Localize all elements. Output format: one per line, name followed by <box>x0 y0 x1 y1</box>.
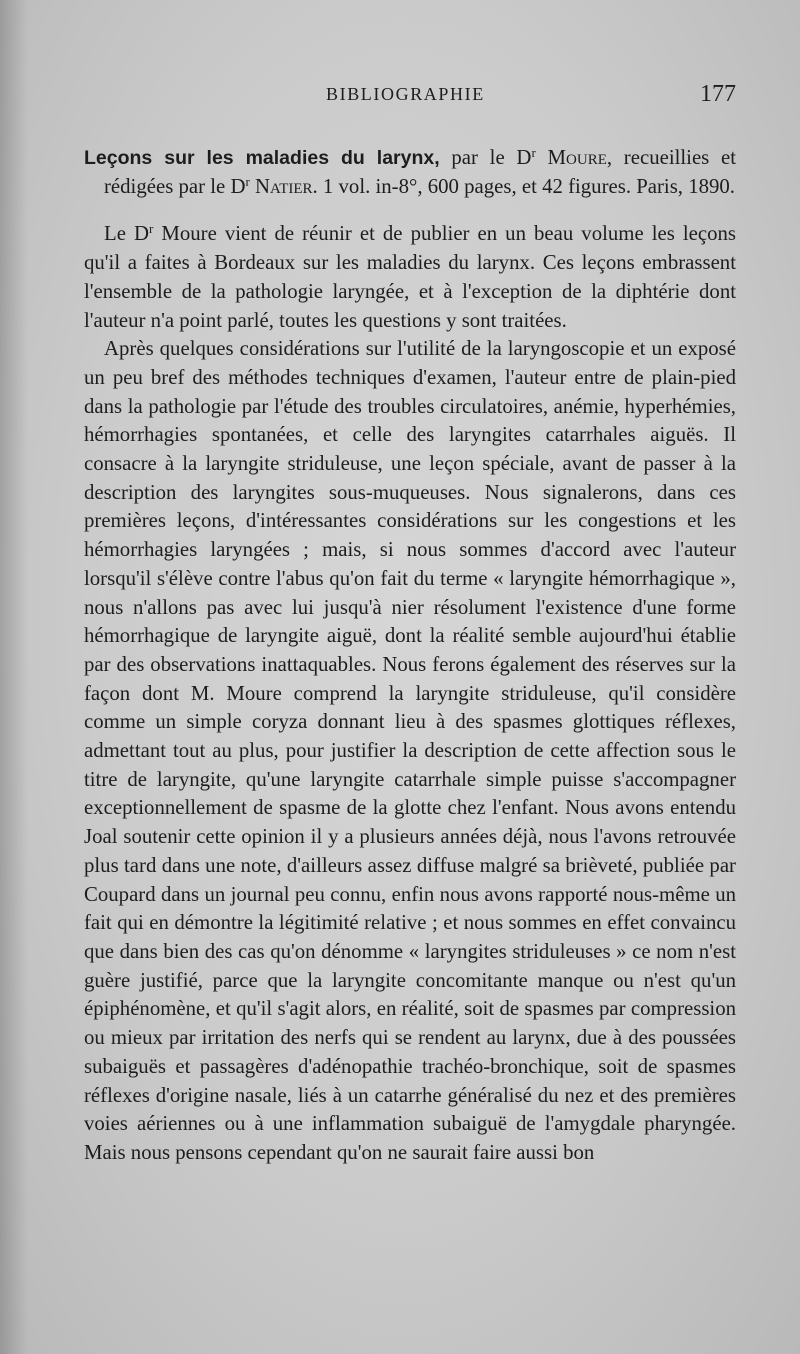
book-reference <box>84 144 736 201</box>
book-by: par le D <box>439 146 532 169</box>
review-paragraph-1 <box>84 220 736 335</box>
page-number: 177 <box>700 81 736 107</box>
book-editor: Natier <box>255 174 313 198</box>
p1-start: Le D <box>104 222 149 246</box>
running-head: BIBLIOGRAPHIE <box>326 84 485 104</box>
book-details: . 1 vol. in-8°, 600 pages, et 42 figures. Paris, 1890. <box>312 174 735 198</box>
book-sup-1: r <box>531 145 536 160</box>
page-body <box>84 144 736 1168</box>
p1-rest: Moure vient de réunir et de publier en un beau volume les leçons qu'il a faites à Bordeaux sur les maladies du larynx. Ces leçons embrassent l'ensemble de la pathologie laryngée, et à l'exception de la diphtérie dont l'auteur n'a point parlé, toutes les questions y sont traitées. <box>84 222 736 332</box>
book-author: Moure <box>547 146 607 169</box>
p1-sup: r <box>149 221 154 237</box>
page-header <box>0 81 800 114</box>
book-sup-2: r <box>245 173 250 189</box>
book-mid: , recueillies et rédigées par le D <box>104 146 737 198</box>
book-title: Leçons sur les maladies du larynx, <box>84 147 440 169</box>
review-paragraph-2: Après quelques considérations sur l'utilité de la laryngoscopie et un exposé un peu bref des méthodes techniques d'examen, l'auteur entre de plain-pied dans la pathologie par l'étude des troubles circulatoires, anémie, hyperhémies, hémorrhagies spontanées, et celle des laryngites catarrhales aiguës. Il consacre à la laryngite striduleuse, une leçon spéciale, avant de passer à la description des laryngites sous-muqueuses. Nous signalerons, dans ces premières leçons, d'intéressantes considérations sur les congestions et les hémorrhagies laryngées ; mais, si nous sommes d'accord avec l'auteur lorsqu'il s'élève contre l'abus qu'on fait du terme « laryngite hémorrhagique », nous n'allons pas avec lui jusqu'à nier résolument l'existence d'une forme hémorrhagique de laryngite aiguë, dont la réalité semble aujourd'hui établie par des observations inattaquables. Nous ferons également des réserves sur la façon dont M. Moure comprend la laryngite striduleuse, qu'il considère comme un simple coryza donnant lieu à des spasmes glottiques réflexes, admettant tout au plus, pour justifier la description de cette affection sous le titre de laryngite, qu'une laryngite catarrhale simple puisse s'accompagner exceptionnellement de spasme de la glotte chez l'enfant. Nous avons entendu Joal soutenir cette opinion il y a plusieurs années déjà, nous l'avons retrouvée plus tard dans une note, d'ailleurs assez diffuse malgré sa brièveté, publiée par Coupard dans un journal peu connu, enfin nous avons rapporté nous-même un fait qui en démontre la légitimité relative ; et nous sommes en effet convaincu que dans bien des cas qu'on dénomme « laryngites striduleuses » ce nom n'est guère justifié, parce que la laryngite concomitante manque ou n'est qu'un épiphénomène, et qu'il s'agit alors, en réalité, soit de spasmes par compression ou mieux par irritation des nerfs qui se rendent au larynx, due à des poussées subaiguës et passagères d'adénopathie trachéo-bronchique, soit de spasmes réflexes d'origine nasale, liés à un catarrhe généralisé du nez et des premières voies aériennes ou à une inflammation subaiguë de l'amygdale pharyngée. Mais nous pensons cependant qu'on ne saurait faire aussi bon <box>84 337 736 1164</box>
